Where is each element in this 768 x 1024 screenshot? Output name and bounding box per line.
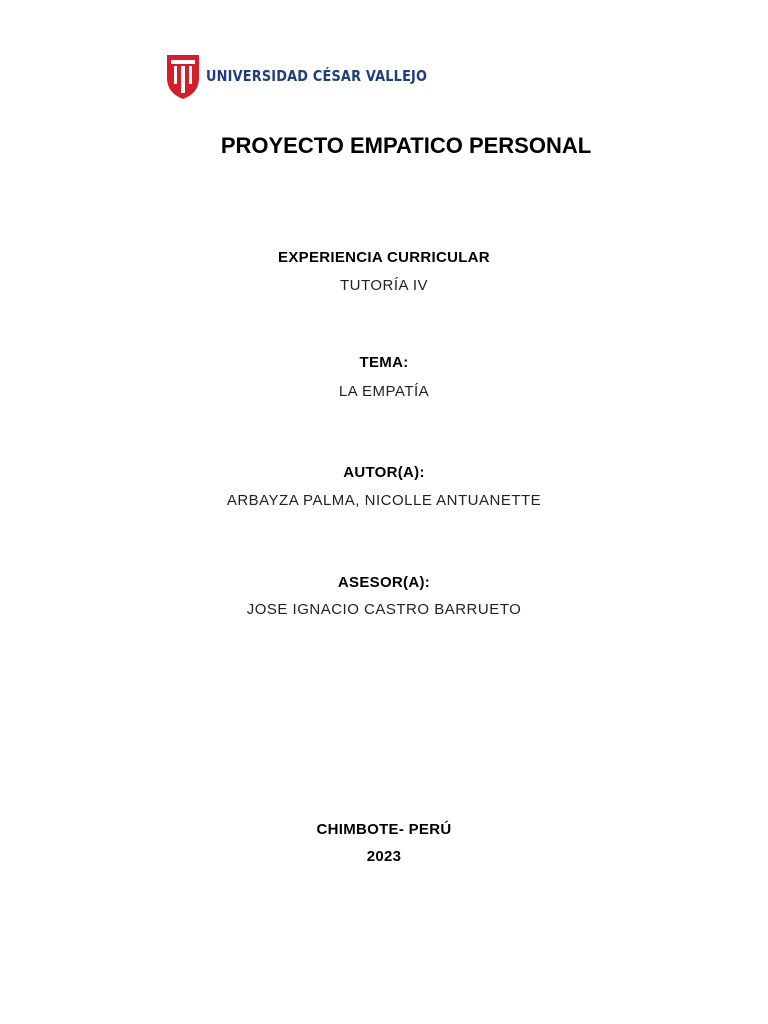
section-label-tema: TEMA: [359, 354, 409, 371]
university-name: UNIVERSIDAD CÉSAR VALLEJO [206, 67, 428, 85]
section-value-experiencia: TUTORÍA IV [339, 277, 429, 294]
section-value-autor: ARBAYZA PALMA, NICOLLE ANTUANETTE [226, 492, 542, 509]
ucv-shield-icon [166, 52, 200, 100]
document-title: PROYECTO EMPATICO PERSONAL [220, 133, 592, 158]
footer-year: 2023 [366, 848, 402, 865]
university-logo [166, 52, 463, 100]
section-label-autor: AUTOR(A): [343, 464, 425, 481]
section-label-experiencia: EXPERIENCIA CURRICULAR [278, 249, 490, 266]
section-value-tema: LA EMPATÍA [338, 383, 430, 400]
section-label-asesor: ASESOR(A): [337, 574, 431, 591]
footer-location: CHIMBOTE- PERÚ [316, 821, 452, 838]
section-value-asesor: JOSE IGNACIO CASTRO BARRUETO [246, 601, 522, 618]
